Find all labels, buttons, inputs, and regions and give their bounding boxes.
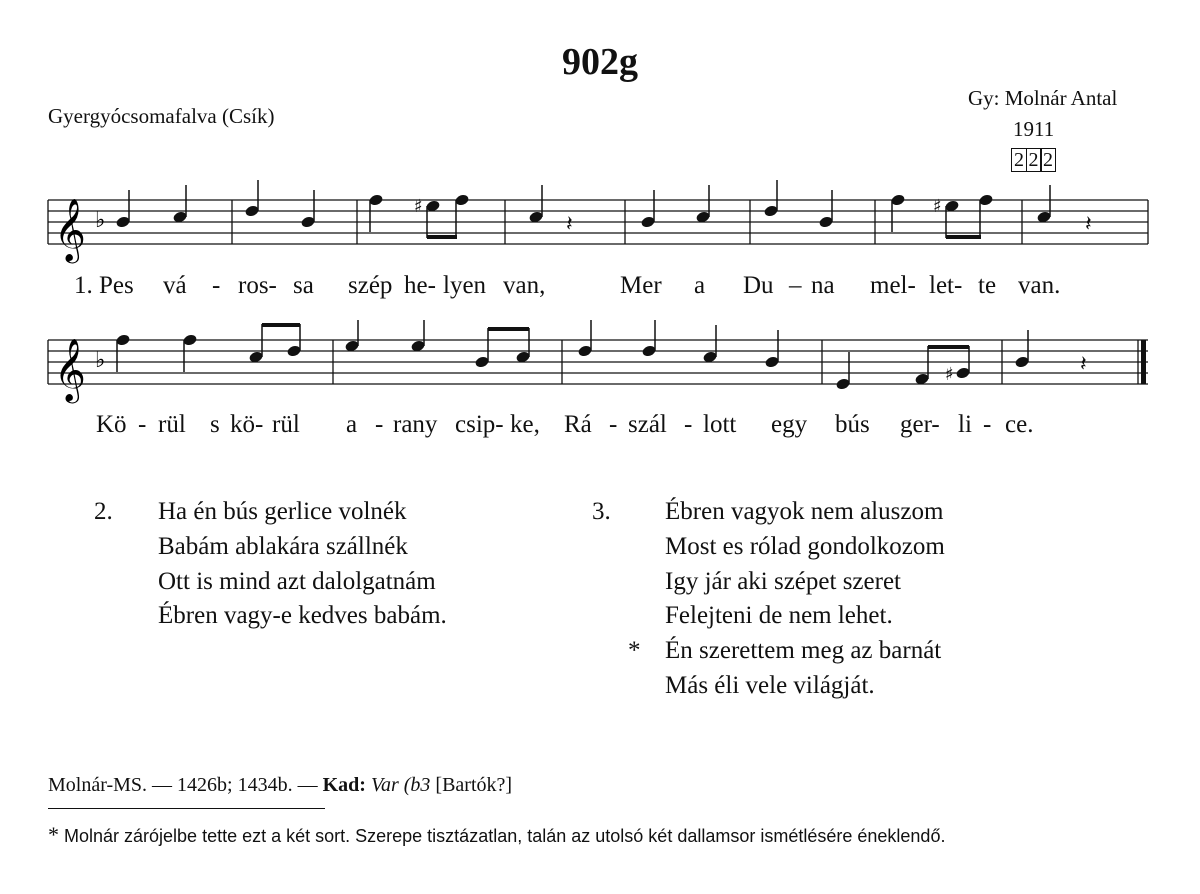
lyric-syllable: - <box>138 411 147 438</box>
meter-boxes <box>1011 148 1055 172</box>
lyric-syllable: - <box>609 411 618 438</box>
lyric-syllable: a <box>694 272 706 299</box>
svg-text:♯: ♯ <box>414 196 423 217</box>
collection-year: 1911 <box>1013 117 1055 141</box>
verse-line: Ott is mind azt dalolgatnám <box>158 568 436 595</box>
lyric-syllable: Rá <box>564 411 592 438</box>
kad-value: Var (b3 <box>365 774 431 796</box>
lyric-syllable: na <box>811 272 835 299</box>
lyric-syllable: let- <box>929 272 963 299</box>
verse-line: Más éli vele világját. <box>665 672 875 699</box>
svg-text:𝄽: 𝄽 <box>1085 212 1092 237</box>
verse-line: Most es rólad gondolkozom <box>665 533 945 560</box>
treble-clef-icon: 𝄞 <box>54 338 86 401</box>
music-staff-2 <box>0 320 1200 420</box>
bartok-note: [Bartók?] <box>430 774 513 796</box>
verse-line: Felejteni de nem lehet. <box>665 602 893 629</box>
lyric-syllable: – <box>789 272 802 299</box>
lyric-syllable: te <box>978 272 997 299</box>
lyric-syllable: Du <box>743 272 774 299</box>
verse-line: Igy jár aki szépet szeret <box>665 568 901 595</box>
verse-line: Ébren vagy-e kedves babám. <box>158 602 447 629</box>
footnote-marker: * <box>48 822 59 847</box>
source-text: Molnár-MS. — 1426b; 1434b. — <box>48 774 323 796</box>
lyric-syllable: - <box>375 411 384 438</box>
stanza-2-number: 2. <box>94 498 113 525</box>
lyric-syllable: rül <box>158 411 186 438</box>
lyric-syllable: - <box>212 272 221 299</box>
svg-text:♯: ♯ <box>945 364 954 385</box>
lyric-syllable: ce. <box>1005 411 1034 438</box>
lyric-syllable: vá <box>163 272 187 299</box>
lyric-syllable: he- <box>404 272 436 299</box>
lyric-syllable: s <box>210 411 220 438</box>
treble-clef-icon: 𝄞 <box>54 198 86 261</box>
notes-staff-2 <box>115 320 1086 391</box>
lyric-syllable: ger- <box>900 411 940 438</box>
footnote-marker: * <box>628 637 641 664</box>
collector: Gy: Molnár Antal <box>968 86 1118 110</box>
lyric-syllable: szál <box>628 411 667 438</box>
notes-staff-1 <box>115 180 1091 239</box>
collection-place: Gyergyócsomafalva (Csík) <box>48 104 275 128</box>
stanza-3-number: 3. <box>592 498 611 525</box>
lyric-syllable: bús <box>835 411 870 438</box>
svg-text:♯: ♯ <box>933 196 942 217</box>
lyric-syllable: Mer <box>620 272 662 299</box>
verse-line: Ha én bús gerlice volnék <box>158 498 407 525</box>
lyric-syllable: szép <box>348 272 393 299</box>
lyric-syllable: li <box>958 411 972 438</box>
lyric-syllable: 1. Pes <box>74 272 134 299</box>
song-number: 902g <box>562 41 638 83</box>
lyric-syllable: sa <box>293 272 314 299</box>
lyric-syllable: ke, <box>510 411 540 438</box>
verse-line: Én szerettem meg az barnát <box>665 637 942 664</box>
lyric-syllable: - <box>983 411 992 438</box>
lyric-syllable: van, <box>503 272 546 299</box>
lyric-syllable: lyen <box>443 272 487 299</box>
footnote-text: Molnár zárójelbe tette ezt a két sort. Szerepe tisztázatlan, talán az utolsó két dallamsor ismétlésére éneklendő. <box>59 826 946 846</box>
lyric-syllable: csip- <box>455 411 504 438</box>
lyric-syllable: rül <box>272 411 300 438</box>
svg-text:𝄽: 𝄽 <box>1080 352 1087 377</box>
verse-line: Babám ablakára szállnék <box>158 533 408 560</box>
lyric-syllable: kö- <box>230 411 264 438</box>
footnote-divider <box>48 808 325 809</box>
lyric-syllable: rany <box>393 411 438 438</box>
meter-box: 2 <box>1011 148 1027 172</box>
music-staff-1 <box>0 180 1200 280</box>
flat-key-signature-icon: ♭ <box>95 208 106 233</box>
lyric-syllable: ros- <box>238 272 277 299</box>
verse-line: Ébren vagyok nem aluszom <box>665 498 944 525</box>
lyric-syllable: egy <box>771 411 808 438</box>
lyric-syllable: Kö <box>96 411 127 438</box>
lyric-syllable: van. <box>1018 272 1061 299</box>
lyric-syllable: lott <box>703 411 737 438</box>
svg-text:𝄽: 𝄽 <box>566 212 573 237</box>
lyric-syllable: a <box>346 411 358 438</box>
meter-box: 2 <box>1040 148 1056 172</box>
lyric-syllable: mel- <box>870 272 916 299</box>
flat-key-signature-icon: ♭ <box>95 348 106 373</box>
meter-box: 2 <box>1026 148 1042 172</box>
source-reference <box>48 774 512 797</box>
footnote <box>48 822 945 848</box>
kad-label: Kad: <box>322 774 366 796</box>
lyric-syllable: - <box>684 411 693 438</box>
